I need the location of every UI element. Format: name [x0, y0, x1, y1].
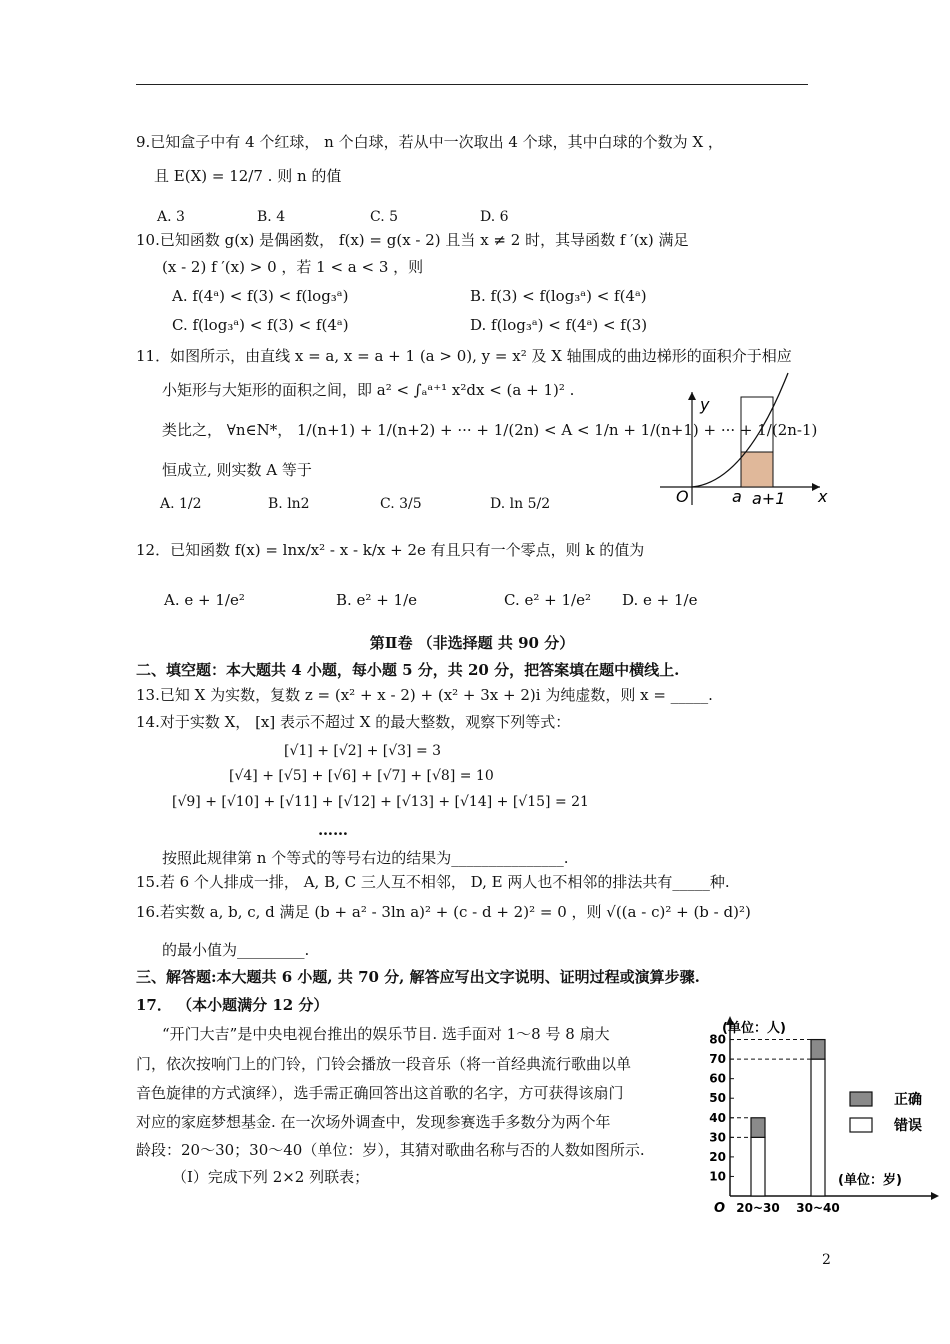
chart-y-tick-label: 10: [709, 1169, 726, 1184]
q13: 13.已知 X 为实数，复数 z = (x² + x - 2) + (x² + 3x + 2)i 为纯虚数，则 x = _____.: [136, 686, 713, 704]
bar-correct: [751, 1118, 765, 1138]
bar-wrong: [811, 1059, 825, 1196]
q17-p1: “开门大吉”是中央电视台推出的娱乐节目. 选手面对 1～8 号 8 扇大: [162, 1025, 610, 1043]
q12-option-d: D. e + 1/e: [622, 591, 698, 609]
q17-p2: 门，依次按响门上的门铃，门铃会播放一段音乐（将一首经典流行歌曲以单: [136, 1055, 632, 1073]
section2-title: 第Ⅱ卷 （非选择题 共 90 分）: [369, 634, 575, 652]
q14-line1: 14.对于实数 X， [x] 表示不超过 X 的最大整数，观察下列等式：: [136, 713, 571, 731]
q12-option-c: C. e² + 1/e²: [504, 591, 591, 609]
q11-line3: 类比之， ∀n∈N*， 1/(n+1) + 1/(n+2) + ··· + 1/(2n) < A < 1/n + 1/(n+1) + ··· + 1/(2n-1): [162, 421, 818, 439]
q11-option-b: B. ln2: [268, 496, 310, 512]
bar-correct: [811, 1040, 825, 1060]
q12-option-b: B. e² + 1/e: [336, 591, 418, 609]
chart-xlabel: (单位：岁): [838, 1173, 902, 1188]
a1-label: a+1: [752, 489, 786, 508]
page-number: 2: [822, 1252, 831, 1268]
q17-p4: 对应的家庭梦想基金. 在一次场外调查中，发现参赛选手多数分为两个年: [136, 1113, 611, 1131]
chart-y-tick-label: 70: [709, 1052, 726, 1067]
q10-option-c: C. f(log₃ᵃ) < f(3) < f(4ᵃ): [172, 316, 349, 334]
section3-heading: 三、解答题:本大题共 6 小题, 共 70 分, 解答应写出文字说明、证明过程或演算步骤.: [136, 968, 700, 986]
q17-p5: 龄段：20～30；30～40（单位：岁），其猜对歌曲名称与否的人数如图所示.: [136, 1141, 645, 1159]
chart-y-tick-label: 30: [709, 1130, 726, 1145]
a-label: a: [732, 487, 742, 506]
parabola-curve: [692, 373, 788, 487]
q14-last: 按照此规律第 n 个等式的等号右边的结果为_______________.: [162, 849, 569, 867]
q11-option-c: C. 3/5: [380, 496, 422, 512]
chart-x-arrow-icon: [931, 1192, 939, 1200]
legend-correct-label: 正确: [894, 1092, 922, 1108]
age-bar-chart: [690, 1012, 940, 1218]
y-label: y: [700, 395, 710, 414]
legend-wrong-label: 错误: [894, 1118, 922, 1134]
chart-y-tick-label: 20: [709, 1149, 726, 1164]
chart-category-label: 30~40: [796, 1201, 840, 1215]
q9-option-b: B. 4: [257, 209, 286, 225]
chart-ylabel: (单位：人): [722, 1021, 786, 1036]
q10-option-d: D. f(log₃ᵃ) < f(4ᵃ) < f(3): [470, 316, 648, 334]
q10-option-a: A. f(4ᵃ) < f(3) < f(log₃ᵃ): [172, 287, 349, 305]
q14-eq2: [√4] + [√5] + [√6] + [√7] + [√8] = 10: [229, 768, 494, 784]
q9-line1: 9.已知盒子中有 4 个红球， n 个白球，若从中一次取出 4 个球，其中白球的个数为 X ，: [136, 133, 723, 151]
q11-line4: 恒成立, 则实数 A 等于: [162, 461, 312, 479]
q11-line2: 小矩形与大矩形的面积之间，即 a² < ∫ₐᵃ⁺¹ x²dx < (a + 1)² .: [162, 381, 575, 399]
chart-origin-label: O: [714, 1201, 726, 1216]
chart-y-tick-label: 60: [709, 1071, 726, 1086]
bar-wrong: [751, 1137, 765, 1196]
q16-line2: 的最小值为_________.: [162, 941, 310, 959]
chart-y-tick-label: 40: [709, 1110, 726, 1125]
chart-y-tick-label: 80: [709, 1032, 726, 1047]
legend-correct-swatch: [850, 1092, 872, 1106]
q11-option-a: A. 1/2: [160, 496, 202, 512]
q17-p6: （Ⅰ）完成下列 2×2 列联表；: [172, 1168, 370, 1186]
q12-line1: 12．已知函数 f(x) = lnx/x² - x - k/x + 2e 有且只有一个零点，则 k 的值为: [136, 541, 645, 559]
q10-option-b: B. f(3) < f(log₃ᵃ) < f(4ᵃ): [470, 287, 647, 305]
q14-eq3: [√9] + [√10] + [√11] + [√12] + [√13] + [√14] + [√15] = 21: [172, 794, 589, 810]
chart-y-tick-label: 50: [709, 1091, 726, 1106]
q17-title: 17． （本小题满分 12 分）: [136, 996, 329, 1014]
q10-line1: 10.已知函数 g(x) 是偶函数， f(x) = g(x - 2) 且当 x ≠ 2 时，其导函数 f ′(x) 满足: [136, 231, 689, 249]
q9-option-d: D. 6: [480, 209, 509, 225]
q17-p3: 音色旋律的方式演绎），选手需正确回答出这首歌的名字，方可获得该扇门: [136, 1084, 624, 1102]
q9-option-c: C. 5: [370, 209, 399, 225]
q14-eq1: [√1] + [√2] + [√3] = 3: [284, 743, 442, 759]
q11-figure: [650, 370, 835, 515]
top-rule: [136, 84, 808, 85]
section2-heading: 二、填空题：本大题共 4 小题，每小题 5 分，共 20 分，把答案填在题中横线上.: [136, 661, 680, 679]
q9-option-a: A. 3: [157, 209, 185, 225]
q16-line1: 16.若实数 a, b, c, d 满足 (b + a² - 3ln a)² + (c - d + 2)² = 0 ，则 √((a - c)² + (b - d)²): [136, 903, 751, 921]
q14-dots: ……: [318, 821, 348, 839]
q9-line2: 且 E(X) = 12/7 . 则 n 的值: [154, 167, 342, 185]
q11-line1: 11．如图所示，由直线 x = a, x = a + 1 (a > 0), y = x² 及 X 轴围成的曲边梯形的面积介于相应: [136, 347, 792, 365]
y-arrow-icon: [688, 392, 696, 400]
legend-wrong-swatch: [850, 1118, 872, 1132]
q12-option-a: A. e + 1/e²: [164, 591, 245, 609]
origin-label: O: [676, 487, 689, 506]
q10-line2: (x - 2) f ′(x) > 0 ，若 1 < a < 3 ，则: [162, 258, 424, 276]
small-rectangle: [741, 452, 773, 487]
x-label: x: [818, 487, 828, 506]
q15: 15.若 6 个人排成一排， A, B, C 三人互不相邻， D, E 两人也不相邻的排法共有_____种.: [136, 873, 730, 891]
chart-category-label: 20~30: [736, 1201, 780, 1215]
q11-option-d: D. ln 5/2: [490, 496, 551, 512]
